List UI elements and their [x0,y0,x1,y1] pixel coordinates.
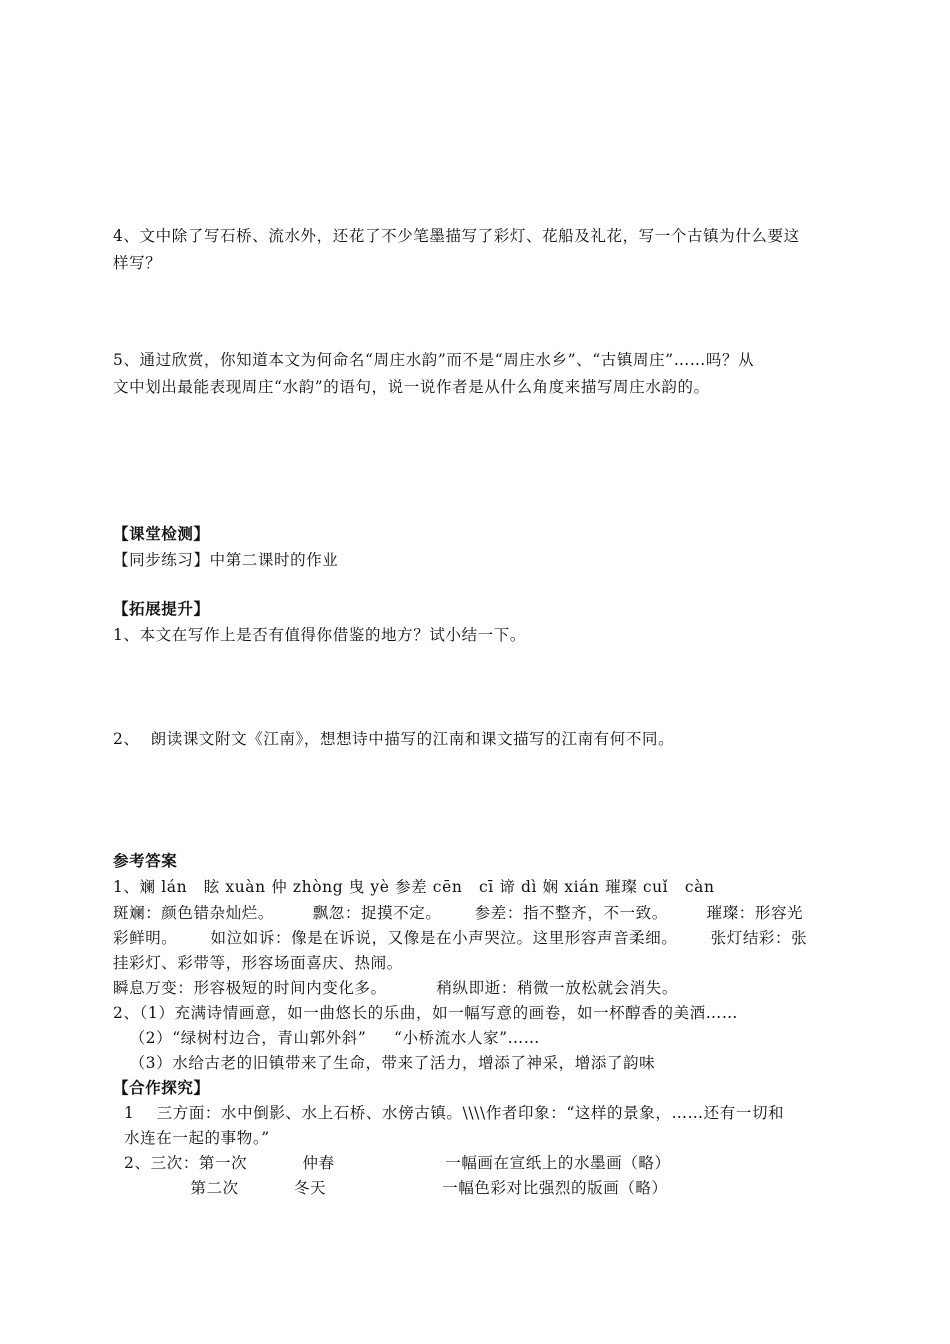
cooperation-line: 第二次 冬天 一幅色彩对比强烈的版画（略） [113,1179,668,1197]
cooperation-line: 水连在一起的事物。” [113,1129,270,1147]
answer-line: （2）“绿树村边合，青山郭外斜” “小桥流水人家”…… [113,1029,540,1047]
answer-line: 1、斓 lán 眩 xuàn 仲 zhòng 曳 yè 参差 cēn cī 谛 dì 娴 xián 璀璨 cuǐ càn [113,878,715,896]
cooperation-line: 1 三方面：水中倒影、水上石桥、水傍古镇。\\\\作者印象：“这样的景象，……还有一切和 [113,1104,785,1122]
extension-heading: 【拓展提升】 [113,600,210,618]
classroom-check-heading: 【课堂检测】 [113,525,210,543]
classroom-check-line: 【同步练习】中第二课时的作业 [113,551,339,569]
question-5-line-1: 5、通过欣赏，你知道本文为何命名“周庄水韵”而不是“周庄水乡”、“古镇周庄”……吗？从 [113,351,755,369]
extension-question-2: 2、 朗读课文附文《江南》，想想诗中描写的江南和课文描写的江南有何不同。 [113,730,675,748]
answer-line: 瞬息万变：形容极短的时间内变化多。 稍纵即逝：稍微一放松就会消失。 [113,979,678,997]
answer-line: 挂彩灯、彩带等，形容场面喜庆、热闹。 [113,954,403,972]
question-4-line-2: 样写？ [113,254,162,272]
answer-line: 2、（1）充满诗情画意，如一曲悠长的乐曲，如一幅写意的画卷，如一杯醇香的美酒…… [113,1004,738,1022]
extension-question-1: 1、本文在写作上是否有值得你借鉴的地方？试小结一下。 [113,626,526,644]
cooperation-heading: 【合作探究】 [113,1079,210,1097]
answer-line: 斑斓：颜色错杂灿烂。 飘忽：捉摸不定。 参差：指不整齐，不一致。 璀璨：形容光 [113,904,804,922]
answer-line: 彩鲜明。 如泣如诉：像是在诉说，又像是在小声哭泣。这里形容声音柔细。 张灯结彩：张 [113,929,808,947]
answers-heading: 参考答案 [113,852,178,870]
question-5-line-2: 文中划出最能表现周庄“水韵”的语句，说一说作者是从什么角度来描写周庄水韵的。 [113,378,710,396]
question-4-line-1: 4、文中除了写石桥、流水外，还花了不少笔墨描写了彩灯、花船及礼花，写一个古镇为什么要这 [113,227,800,245]
answer-line: （3）水给古老的旧镇带来了生命，带来了活力，增添了神采，增添了韵味 [113,1054,656,1072]
cooperation-line: 2、三次：第一次 仲春 一幅画在宣纸上的水墨画（略） [113,1154,671,1172]
